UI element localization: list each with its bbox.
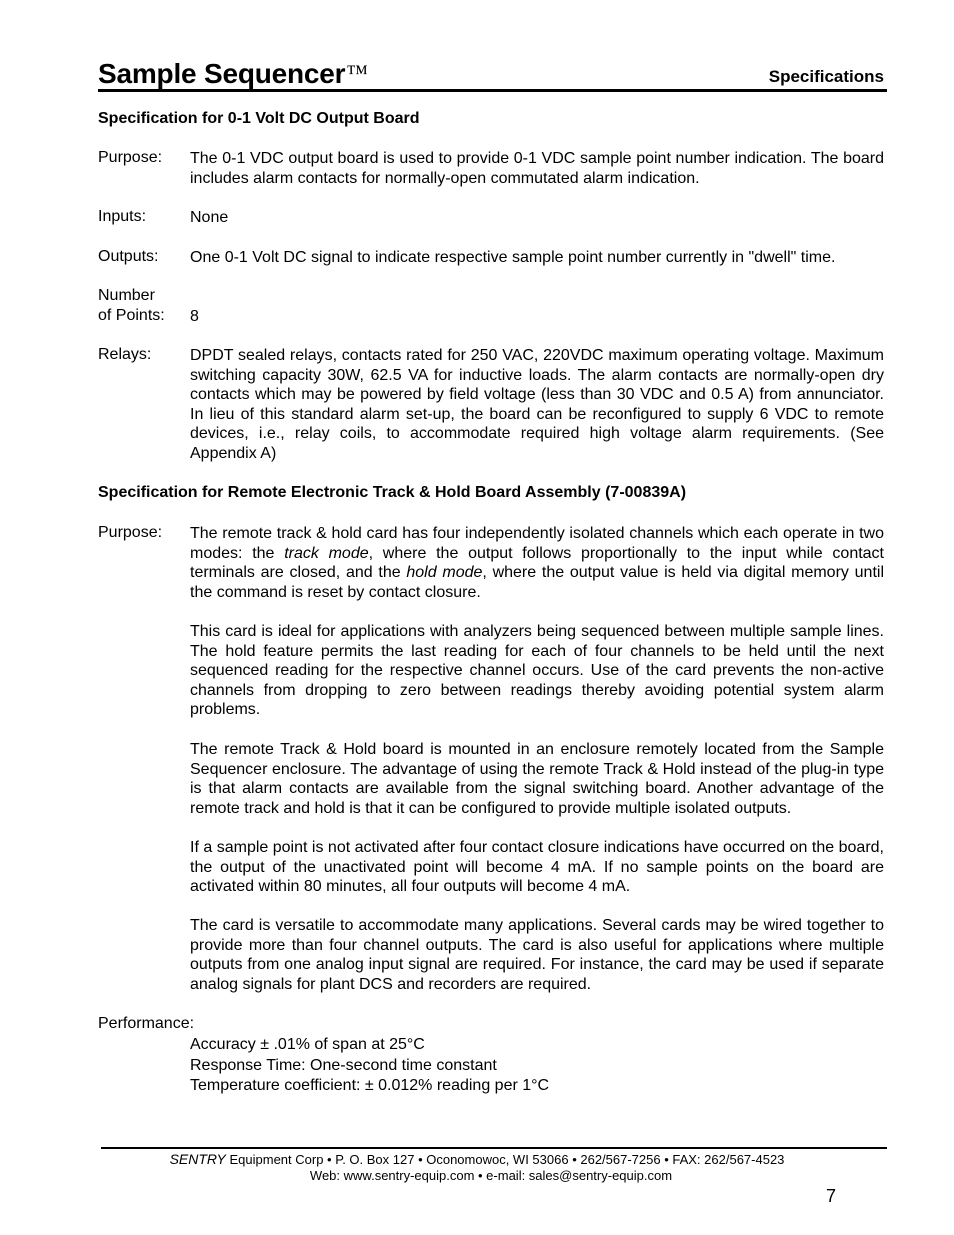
trademark-symbol: ™ <box>346 60 368 85</box>
spec1-relays-label: Relays: <box>98 346 152 363</box>
spec1-number-label-line2: of Points: <box>98 307 165 324</box>
footer-address <box>0 1151 954 1167</box>
footer-rule <box>101 1147 887 1149</box>
section-label: Specifications <box>768 67 884 86</box>
performance-item: Response Time: One-second time constant <box>190 1056 497 1074</box>
spec1-number-of-points: 8 <box>190 308 199 325</box>
page-number: 7 <box>826 1186 837 1206</box>
p1-emphasis-hold: hold mode <box>406 564 483 582</box>
performance-label: Performance: <box>98 1015 195 1032</box>
spec1-inputs-text: None <box>190 209 229 226</box>
spec1-heading: Specification for 0-1 Volt DC Output Board <box>98 110 420 127</box>
performance-item: Accuracy ± .01% of span at 25°C <box>190 1036 425 1053</box>
spec1-purpose-text: The 0-1 VDC output board is used to provide 0-1 VDC sample point number indication. The board includes alarm contacts for normally-open commutated alarm indication. <box>190 150 884 187</box>
footer-company: SENTRY <box>169 1151 226 1167</box>
performance-item: Temperature coefficient: ± 0.012% reading per 1°C <box>190 1077 550 1094</box>
p1-emphasis-track: track mode <box>284 544 369 562</box>
spec1-inputs-label: Inputs: <box>98 208 147 225</box>
spec2-paragraph-3: The remote Track & Hold board is mounted in an enclosure remotely located from the Sample Sequencer enclosure. The advantage of using the remote Track & Hold instead of the plug-in type is that alarm contacts are available from the signal switching board. Another advantage of the remote track and hold is that it can be configured to provide multiple isolated outputs. <box>190 741 884 817</box>
spec1-number-label-line1: Number <box>98 287 155 304</box>
p1-part2: , where the output follows proportionally to the input while contact terminals are closed, and the <box>190 544 885 582</box>
header-rule <box>98 89 887 92</box>
spec2-paragraph-4: If a sample point is not activated after four contact closure indications have occurred on the board, the output of the unactivated point will become 4 mA. If no sample points on the board are activated within 80 minutes, all four outputs will become 4 mA. <box>190 839 884 896</box>
footer-address-text: Equipment Corp • P. O. Box 127 • Oconomowoc, WI 53066 • 262/567-7256 • FAX: 262/567-4523 <box>225 1152 785 1167</box>
performance-list <box>190 1035 549 1097</box>
spec1-purpose-label: Purpose: <box>98 149 163 166</box>
p1-part1: The remote track & hold card has four independently isolated channels which each operate in two modes: the <box>190 525 884 562</box>
spec2-heading: Specification for Remote Electronic Track & Hold Board Assembly (7-00839A) <box>98 484 687 501</box>
spec1-outputs-label: Outputs: <box>98 248 159 265</box>
p1-part3: , where the output value is held via digital memory until the command is reset by contact closure. <box>190 564 884 601</box>
title-text: Sample Sequencer <box>98 58 346 89</box>
spec2-paragraph-2: This card is ideal for applications with analyzers being sequenced between multiple sample lines. The hold feature permits the last reading for each of four channels to be held until the next sequenced reading for the respective channel occurs. Use of the card prevents the non-active channels from dropping to zero between readings thereby avoiding potential system alarm problems. <box>190 623 884 719</box>
spec2-paragraph-1 <box>190 524 884 602</box>
page-title <box>98 58 368 90</box>
spec2-purpose-label: Purpose: <box>98 524 163 541</box>
spec1-outputs-text: One 0-1 Volt DC signal to indicate respective sample point number currently in "dwell" time. <box>190 249 836 266</box>
spec1-relays-text: DPDT sealed relays, contacts rated for 250 VAC, 220VDC maximum operating voltage. Maximum switching capacity 30W, 62.5 VA for inductive loads. The alarm contacts are normally-open dry contacts which may be powered by field voltage (less than 30 VDC and 0.5 A) from annunciator. In lieu of this standard alarm set-up, the board can be reconfigured to supply 6 VDC to remote devices, i.e., relay coils, to accommodate required high voltage alarm requirements. (See Appendix A) <box>190 347 884 462</box>
footer-web: Web: www.sentry-equip.com • e-mail: sales@sentry-equip.com <box>309 1168 673 1183</box>
spec2-paragraph-5: The card is versatile to accommodate many applications. Several cards may be wired together to provide more than four channel outputs. The card is also useful for applications where multiple outputs from one analog input signal are required. For instance, the card may be used if separate analog signals for plant DCS and recorders are required. <box>190 917 884 993</box>
